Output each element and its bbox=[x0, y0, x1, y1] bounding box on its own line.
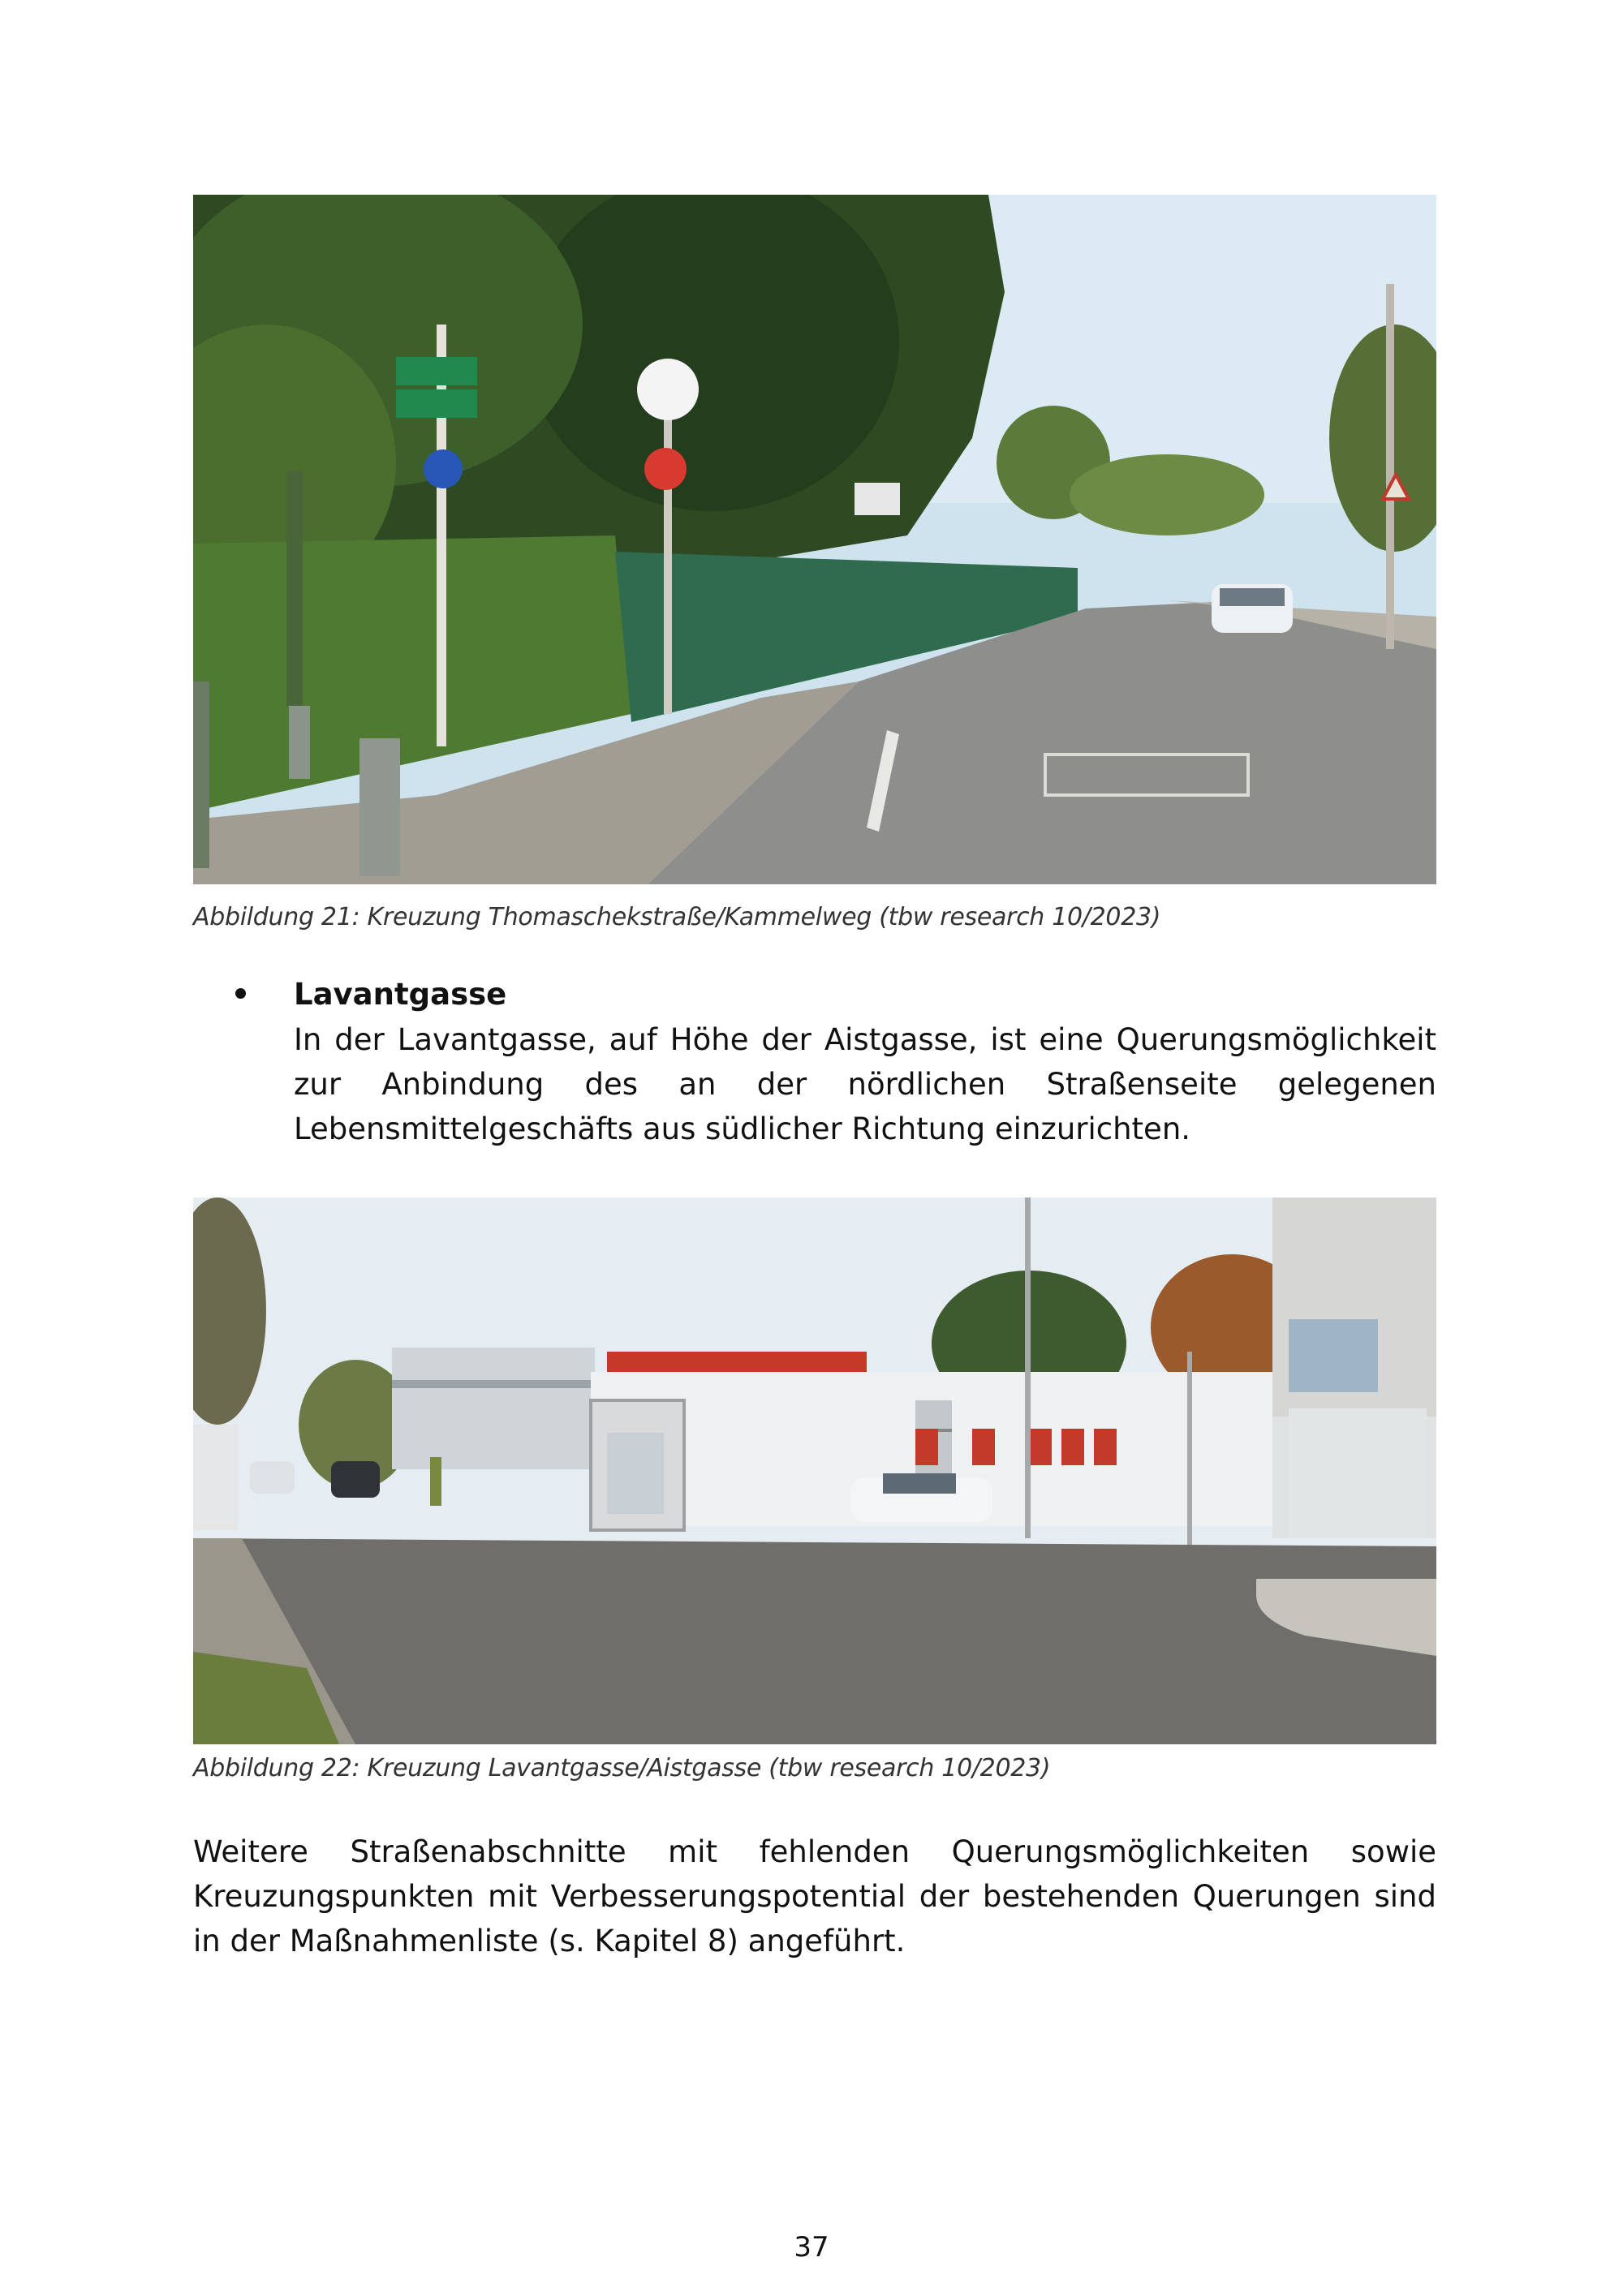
figure-caption-21: Abbildung 21: Kreuzung Thomaschekstraße/Kammelweg (tbw research 10/2023) bbox=[193, 903, 1161, 931]
page-number: 37 bbox=[794, 2231, 829, 2264]
photo-kreuzung-thomaschekstrasse-kammelweg bbox=[193, 195, 1436, 884]
photo-kreuzung-lavantgasse-aistgasse bbox=[193, 1197, 1436, 1744]
figure-caption-22: Abbildung 22: Kreuzung Lavantgasse/Aistgasse (tbw research 10/2023) bbox=[193, 1754, 1051, 1782]
bullet-point-icon bbox=[235, 988, 246, 999]
body-paragraph: Weitere Straßenabschnitte mit fehlenden Querungsmöglichkeiten sowie Kreuzungspunkten mit Verbesserungspotential der bestehenden Querungen sind in der Maßnahmenliste (s. Kapitel 8) angeführt. bbox=[193, 1834, 1436, 1958]
bullet-text: In der Lavantgasse, auf Höhe der Aistgasse, ist eine Querungsmöglichkeit zur Anbindung des an der nördlichen Straßenseite gelegenen Lebensmittelgeschäfts aus südlicher Richtung einzurichten. bbox=[294, 1022, 1436, 1146]
bullet-title: Lavantgasse bbox=[294, 977, 507, 1012]
